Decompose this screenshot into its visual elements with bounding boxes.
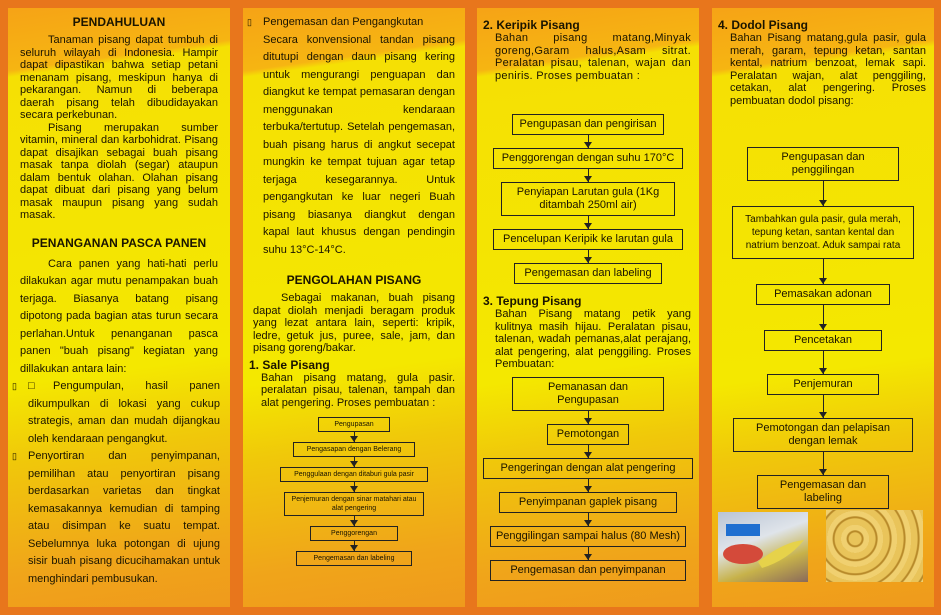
dodol-package-image	[718, 512, 808, 582]
flow-step: Penjemuran dengan sinar matahari atau alat pengering	[284, 492, 424, 516]
arrow-down-icon	[588, 547, 589, 560]
subheading-sale-pisang: 1. Sale Pisang	[249, 357, 330, 372]
arrow-down-icon	[823, 395, 824, 418]
bullet-marker: ▯	[12, 451, 17, 461]
arrow-down-icon	[588, 479, 589, 492]
arrow-down-icon	[588, 250, 589, 263]
arrow-down-icon	[588, 411, 589, 424]
arrow-down-icon	[354, 457, 355, 467]
bullet-item: ▯ □Pengumpulan, hasil panen dikumpulkan di lokasi yang cukup strategis, aman dan mudah dijangkau oleh kendaraan pengangkut.	[8, 378, 230, 448]
dodol-description: Bahan Pisang matang,gula pasir, gula merah, garam, tepung ketan, santan kental, natrium benzoat, lemak sapi. Peralatan wajan, alat penggiling, cetakan, alat pengering. Proses pembuatan dodol pisang:	[730, 32, 926, 107]
flow-step: Pemotongan dan pelapisan dengan lemak	[733, 418, 913, 452]
arrow-down-icon	[588, 445, 589, 458]
flow-step: Pengupasan dan pengirisan	[512, 114, 664, 135]
arrow-down-icon	[588, 216, 589, 229]
flow-step: Pemasakan adonan	[756, 284, 890, 305]
panel-keripik-tepung	[477, 8, 699, 607]
flowchart-sale	[243, 417, 465, 566]
intro-paragraph-2: Pisang merupakan sumber vitamin, mineral dan karbohidrat. Pisang dapat disajikan sebagai buah pisang masak tanpa diolah (segar) ataupun dalam bentuk olahan. Olahan pisang dapat dibuat dari pisang yang belum masak maupun pisang yang sudah masak.	[20, 121, 218, 221]
subheading-keripik: 2. Keripik Pisang	[483, 18, 580, 32]
heading-pendahuluan: PENDAHULUAN	[72, 15, 166, 29]
bullet-marker: ▯	[12, 381, 17, 391]
arrow-down-icon	[354, 482, 355, 492]
arrow-down-icon	[354, 516, 355, 526]
banana-chips-image	[826, 510, 923, 582]
flow-step: Pencelupan Keripik ke larutan gula	[493, 229, 683, 250]
tepung-description: Bahan Pisang matang petik yang kulitnya masih hijau. Peralatan pisau, talenan, wadah pemanas,alat perajang, alat pengering, alat penggiling. Proses Pembuatan:	[495, 308, 691, 370]
flowchart-dodol	[712, 147, 934, 509]
arrow-down-icon	[354, 541, 355, 551]
flow-step: Tambahkan gula pasir, gula merah, tepung ketan, santan kental dan natrium benzoat. Aduk sampai rata	[732, 206, 914, 259]
flow-step: Penyiapan Larutan gula (1Kg ditambah 250ml air)	[501, 182, 675, 216]
panel-pengolahan	[243, 8, 465, 607]
arrow-down-icon	[823, 305, 824, 330]
flow-step: Pengemasan dan labeling	[296, 551, 412, 566]
flow-step: Pengupasan	[318, 417, 390, 432]
pengolahan-intro: Sebagai makanan, buah pisang dapat diolah menjadi beragam produk yang lezat antara lain, seperti: kripik, ledre, getuk jus, puree, sale, jam, dan pisang goreng/bakar.	[253, 292, 455, 354]
subheading-dodol: 4. Dodol Pisang	[718, 18, 809, 32]
flow-step: Pengasapan dengan Belerang	[293, 442, 415, 457]
flow-step: Pencetakan	[764, 330, 882, 351]
arrow-down-icon	[823, 181, 824, 206]
heading-pasca-panen: PENANGANAN PASCA PANEN	[31, 235, 207, 250]
flowchart-keripik	[477, 114, 699, 284]
flow-step: Pemanasan dan Pengupasan	[512, 377, 664, 411]
flow-step: Pengemasan dan penyimpanan	[490, 560, 686, 581]
subheading-tepung: 3. Tepung Pisang	[483, 294, 582, 308]
flow-step: Penggilingan sampai halus (80 Mesh)	[490, 526, 686, 547]
heading-pengolahan: PENGOLAHAN PISANG	[286, 273, 422, 287]
sale-description: Bahan pisang matang, gula pasir. peralatan pisau, talenan, tampah dan alat pengering. Proses pembuatan :	[261, 371, 455, 409]
flow-step: Pemotongan	[547, 424, 629, 445]
arrow-down-icon	[823, 452, 824, 475]
flow-step: Penggorengan	[310, 526, 398, 541]
bullet-item: ▯ Penyortiran dan penyimpanan, pemilihan atau penyortiran pisang berdasarkan varietas dan tingkat kemasakannya kemudian di tamping atau disimpan ke suatu tempat. Sebelumnya luka potongan di ujung sisir buah pisang dicucihamakan untuk menghindari pembusukan.	[8, 448, 230, 588]
pengangkutan-paragraph: Secara konvensional tandan pisang ditutupi dengan daun pisang kering untuk mengurangi penguapan dan diangkut ke tempat pemasaran dengan menggunakan kendaraan terbuka/tertutup. Setelah pengemasan, buah pisang harus di angkut secepat mungkin ke tempat tujuan agar tetap terjaga kesegarannya. Untuk pengangkutan ke luar negeri Buah pisang biasanya diangkut dengan kapal laut khusus dengan pendingin suhu 13°C-14°C.	[263, 33, 455, 256]
keripik-description: Bahan pisang matang,Minyak goreng,Garam halus,Asam sitrat. Peralatan pisau, talenan, wajan dan peniris. Proses pembuatan :	[495, 32, 691, 82]
flow-step: Pengemasan dan labeling	[514, 263, 662, 284]
flow-step: Penggulaan dengan ditaburi gula pasir	[280, 467, 428, 482]
flow-step: Pengupasan dan penggilingan	[747, 147, 899, 181]
panel-dodol	[712, 8, 934, 607]
arrow-down-icon	[354, 432, 355, 442]
bullet-marker: ▯	[247, 17, 252, 27]
flow-step: Penjemuran	[767, 374, 879, 395]
intro-paragraph-1: Tanaman pisang dapat tumbuh di seluruh wilayah di Indonesia. Hampir dapat dipastikan bahwa setiap petani menanam pisang, meskipun hanya di pekarangan. Namun di beberapa daerah pisang telah dibudidayakan secara perkebunan.	[20, 34, 218, 121]
flowchart-tepung	[477, 377, 699, 581]
panel-pendahuluan	[8, 8, 230, 607]
flow-step: Penggorengan dengan suhu 170°C	[493, 148, 683, 169]
flow-step: Pengeringan dengan alat pengering	[483, 458, 693, 479]
pasca-paragraph: Cara panen yang hati-hati perlu dilakukan agar mutu penampakan buah terjaga. Biasanya batang pisang dipotong pada bagian atas turun secara perlahan.Untuk penanganan pasca panen "buah pisang" kegiatan yang dillakukan antara lain:	[20, 257, 218, 375]
arrow-down-icon	[823, 351, 824, 374]
flow-step: Pengemasan dan labeling	[757, 475, 889, 509]
arrow-down-icon	[588, 513, 589, 526]
arrow-down-icon	[588, 135, 589, 148]
arrow-down-icon	[823, 259, 824, 284]
arrow-down-icon	[588, 169, 589, 182]
flow-step: Penyimpanan gaplek pisang	[499, 492, 677, 513]
bullet-item: ▯ Pengemasan dan Pengangkutan	[243, 14, 465, 32]
